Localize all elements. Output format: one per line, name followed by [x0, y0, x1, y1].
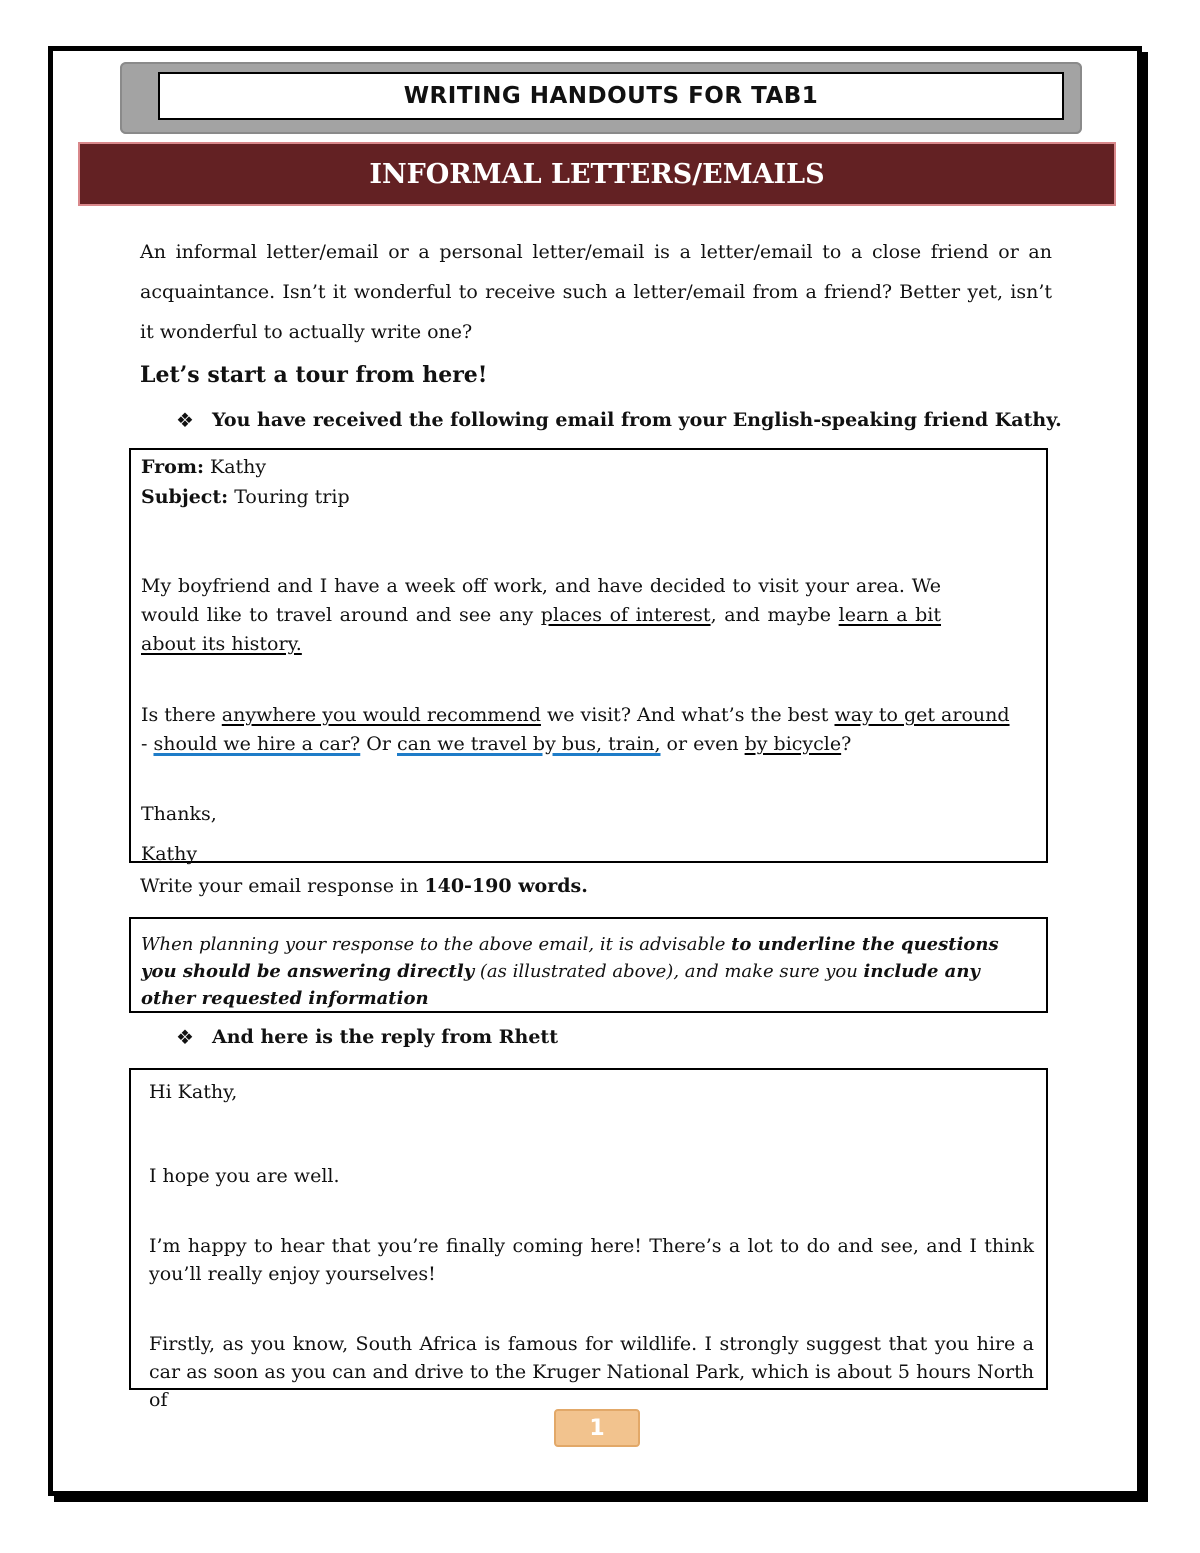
header-title: WRITING HANDOUTS FOR TAB1	[158, 72, 1064, 120]
title-banner	[78, 142, 1116, 206]
instruction-text: Write your email response in	[140, 875, 425, 897]
word-count-instruction	[140, 875, 588, 897]
from-line	[141, 452, 1036, 482]
text-run: we visit? And what’s the best	[540, 704, 835, 726]
from-label: From:	[141, 456, 204, 478]
page-number: 1	[554, 1409, 640, 1447]
reply-paragraph-1: I hope you are well.	[149, 1165, 340, 1187]
subject-label: Subject:	[141, 486, 229, 508]
text-run: -	[141, 733, 154, 755]
email-paragraph-2	[141, 701, 1021, 759]
rhett-reply-box	[129, 1068, 1048, 1411]
text-run: Is there	[141, 704, 222, 726]
email-paragraph-1	[141, 572, 941, 659]
diamond-bullet-icon: ❖	[176, 408, 194, 432]
underlined-phrase: way to get around	[834, 704, 1010, 726]
intro-paragraph: An informal letter/email or a personal letter/email is a letter/email to a close friend or an acquaintance. Isn’t it wonderful to receive such a letter/email from a friend? Better yet, isn’t it wonderful to actually write one?	[140, 241, 1052, 343]
bold-run: include any other requested information	[141, 961, 980, 1009]
text-run: When planning your response to the above email, it is advisable	[141, 934, 732, 955]
subject-line	[141, 482, 1036, 512]
reply-greeting: Hi Kathy,	[149, 1081, 238, 1103]
text-run: ?	[841, 733, 852, 755]
reply-paragraph-3: Firstly, as you know, South Africa is famous for wildlife. I strongly suggest that you hire a car as soon as you can and drive to the Kruger National Park, which is about 5 hours North of	[149, 1333, 1034, 1411]
email-thanks: Thanks,	[141, 803, 217, 825]
bullet-rhett-reply	[176, 1025, 558, 1049]
bullet-text: You have received the following email from your English-speaking friend Kathy.	[212, 409, 1062, 431]
kathy-email-box	[129, 448, 1048, 863]
from-value: Kathy	[210, 456, 267, 478]
blue-underlined-phrase: can we travel by bus, train,	[397, 733, 661, 755]
blue-underlined-phrase: should we hire a car?	[153, 733, 361, 755]
underlined-phrase: learn a bit about its history.	[141, 604, 941, 655]
underlined-phrase: by bicycle	[744, 733, 842, 755]
text-run: or even	[660, 733, 745, 755]
planning-tip-box	[129, 917, 1048, 1013]
subject-value: Touring trip	[234, 486, 350, 508]
text-run: (as illustrated above), and make sure you	[474, 961, 864, 982]
text-run: Or	[360, 733, 397, 755]
bullet-kathy-email	[176, 408, 1062, 432]
text-run: , and maybe	[710, 604, 839, 626]
reply-paragraph-2: I’m happy to hear that you’re finally coming here! There’s a lot to do and see, and I think you’ll really enjoy yourselves!	[149, 1235, 1034, 1285]
text-run: My boyfriend and I have a week off work, and have decided to visit your area. We would like to travel around and see any	[141, 575, 941, 626]
diamond-bullet-icon: ❖	[176, 1025, 194, 1049]
underlined-phrase: places of interest	[540, 604, 711, 626]
instruction-word-count: 140-190 words.	[424, 875, 588, 897]
bold-run: to underline the questions you should be answering directly	[141, 934, 999, 982]
bullet-text: And here is the reply from Rhett	[212, 1026, 558, 1048]
email-signature: Kathy	[141, 843, 198, 865]
underlined-phrase: anywhere you would recommend	[221, 704, 541, 726]
tip-text	[141, 931, 1036, 1012]
banner-title: INFORMAL LETTERS/EMAILS	[369, 158, 825, 190]
tour-heading: Let’s start a tour from here!	[140, 362, 488, 388]
